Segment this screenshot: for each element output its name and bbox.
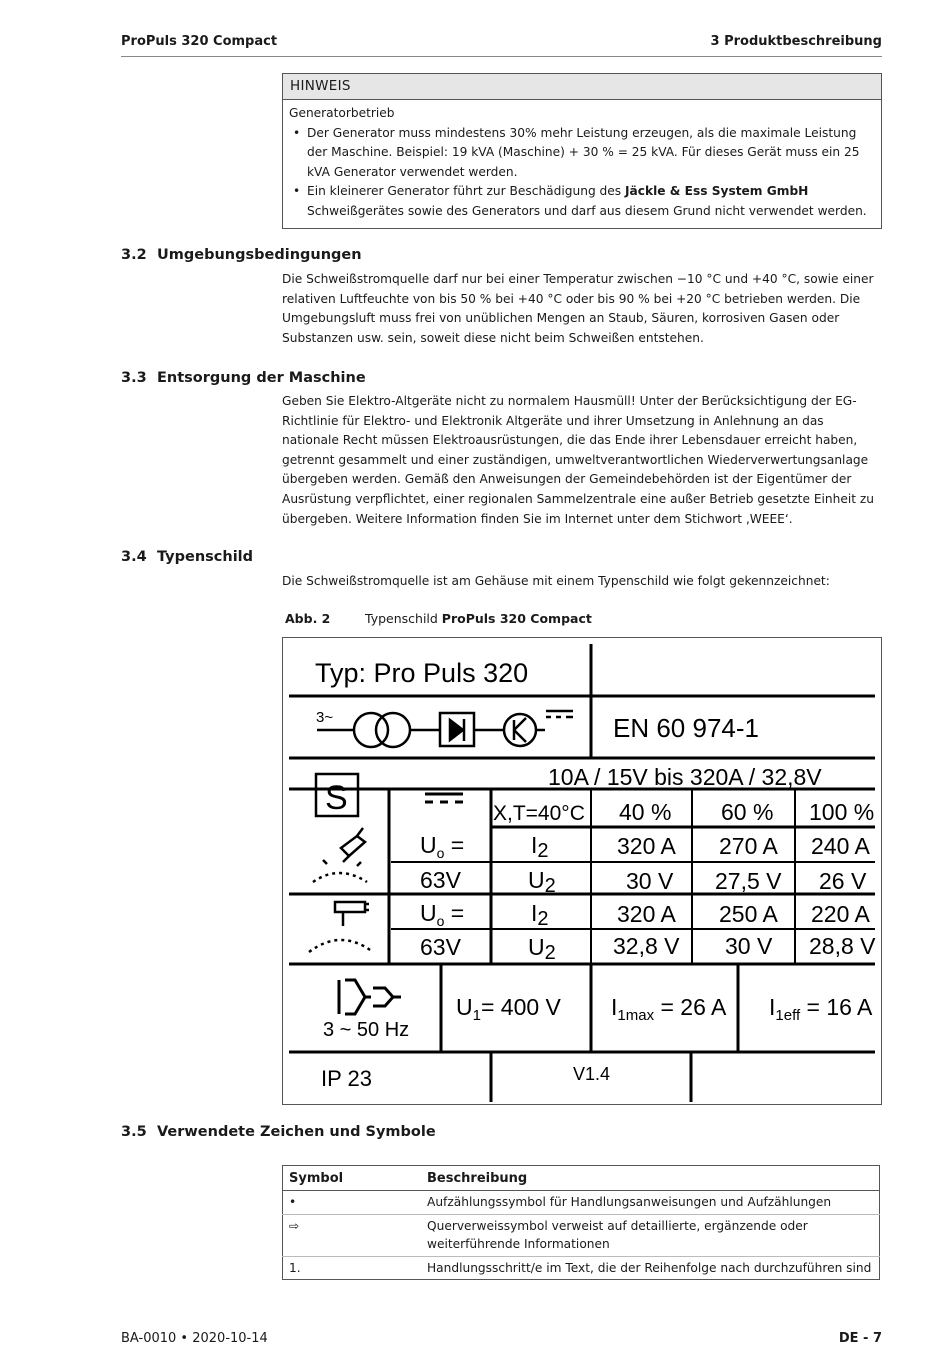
bullet-symbol: • xyxy=(283,1191,422,1215)
type-plate-drawing xyxy=(283,638,881,1104)
effective-supply-current: $I_{1eff} = 16$ A xyxy=(769,994,873,1024)
arrow-right-icon: ⇨ xyxy=(283,1214,422,1256)
page-footer xyxy=(121,1331,882,1346)
section-heading-3-4: 3.4 Typenschild xyxy=(121,549,254,565)
notice-title: HINWEIS xyxy=(283,74,881,100)
step-number-symbol: 1. xyxy=(289,1260,301,1275)
dc-icon xyxy=(425,794,463,802)
supply-voltage: $U_1= 400$ V xyxy=(456,994,561,1024)
ip-rating: IP 23 xyxy=(321,1066,372,1091)
type-plate xyxy=(282,637,882,1105)
section-text-3-2: Die Schweißstromquelle darf nur bei einer Temperatur zwischen −10 °C und +40 °C, sowie einer relativen Luftfeuchte von bis 50 % bei +40 °C oder bis 90 % bei +20 °C betrieben werden. Die Umgebungsluft muss frei von unüblichen Mengen an Staub, Säuren, korrosiven Gasen oder Substanzen usw. sein, soweit diese nicht beim Schweißen entstehen. xyxy=(282,272,874,345)
page-header xyxy=(121,34,882,57)
header-product: ProPuls 320 Compact xyxy=(121,34,278,49)
mig-u0-value: 63V xyxy=(420,867,461,893)
mma-voltage-40: 32,8 V xyxy=(613,933,680,959)
max-supply-current: $I_{1max} = 26$ A xyxy=(611,994,727,1024)
mma-voltage-60: 30 V xyxy=(725,933,773,959)
duty-60: 60 % xyxy=(721,799,774,825)
mig-current-40: 320 A xyxy=(617,833,676,859)
plate-standard: EN 60 974-1 xyxy=(613,713,759,743)
mma-u0: $U_o$ = xyxy=(420,900,465,929)
mma-u2-label: U2 xyxy=(528,934,556,964)
section-heading-3-5: 3.5 Verwendete Zeichen und Symbole xyxy=(121,1124,436,1140)
page-number: DE - 7 xyxy=(838,1331,882,1346)
mig-u2-label: U2 xyxy=(528,867,556,897)
mig-torch-icon xyxy=(313,828,367,882)
section-text-3-3: Geben Sie Elektro-Altgeräte nicht zu normalem Hausmüll! Unter der Berücksichtigung der EG-Richtlinie für Elektro- und Elektronik Altgeräte und ihrer Umsetzung in Anlehnung an das nationale Recht müssen Elektroausrüstungen, die das Ende ihrer Lebensdauer erreicht haben, getrennt gesammelt und einer zuständigen, umweltverantwortlichen Wiederverwertungsanlage übergeben werden. Gemäß den Anweisungen der Gemeindebehörden ist der Eigentümer der Ausrüstung verpflichtet, einer regionalen Sammelzentrale eine außer Betrieb gesetzte Einheit zu übergeben. Weitere Information finden Sie im Internet unter dem Stichwort ‚WEEE‘. xyxy=(282,394,875,526)
mig-i2-label: I2 xyxy=(531,832,549,862)
document-id-date: BA-0010 • 2020-10-14 xyxy=(121,1331,268,1346)
section-heading-3-3: 3.3 Entsorgung der Maschine xyxy=(121,370,366,386)
mig-current-100: 240 A xyxy=(811,833,870,859)
company-name: Jäckle & Ess System GmbH xyxy=(625,184,809,198)
mig-voltage-100: 26 V xyxy=(819,868,867,894)
col-symbol: Symbol xyxy=(283,1166,422,1191)
mma-current-40: 320 A xyxy=(617,901,676,927)
symbol-description: Aufzählungssymbol für Handlungsanweisungen und Aufzählungen xyxy=(421,1191,880,1215)
notice-box xyxy=(282,73,882,229)
mig-current-60: 270 A xyxy=(719,833,778,859)
plate-version: V1.4 xyxy=(573,1064,611,1084)
mma-voltage-100: 28,8 V xyxy=(809,933,876,959)
transformer-rectifier-icon xyxy=(317,711,573,747)
mma-current-60: 250 A xyxy=(719,901,778,927)
mig-u0: $U_o$ = xyxy=(420,832,465,861)
notice-bullet-1: • Der Generator muss mindestens 30% mehr Leistung erzeugen, als die maximale Leistung der Maschine. Beispiel: 19 kVA (Maschine) + 30 % = 25 kVA. Für dieses Gerät muss ein 25 kVA Generator verwendet werden. xyxy=(289,124,873,183)
symbol-description: Handlungsschritt/e im Text, die der Reihenfolge nach durchzuführen sind xyxy=(427,1260,872,1275)
header-chapter: 3 Produktbeschreibung xyxy=(710,34,882,49)
duty-40: 40 % xyxy=(619,799,672,825)
output-range: 10A / 15V bis 320A / 32,8V xyxy=(548,764,822,790)
mma-i2-label: I2 xyxy=(531,900,549,930)
symbol-description: Querverweissymbol verweist auf detaillierte, ergänzende oder weiterführende Informationen xyxy=(421,1214,880,1256)
table-row xyxy=(283,1214,880,1256)
mains-plug-icon xyxy=(339,980,401,1014)
s-mark: S xyxy=(325,779,348,817)
electrode-holder-icon xyxy=(309,902,373,952)
duty-temp: X,T=40°C xyxy=(493,802,585,825)
mig-voltage-60: 27,5 V xyxy=(715,868,782,894)
mma-u0-value: 63V xyxy=(420,934,461,960)
table-header-row xyxy=(283,1166,880,1191)
table-row xyxy=(283,1191,880,1215)
duty-100: 100 % xyxy=(809,799,875,825)
mig-voltage-40: 30 V xyxy=(626,868,674,894)
section-heading-3-2: 3.2 Umgebungsbedingungen xyxy=(121,247,362,263)
col-description: Beschreibung xyxy=(421,1166,880,1191)
notice-bullet-2: • Ein kleinerer Generator führt zur Beschädigung des Jäckle & Ess System GmbH Schweißgerätes sowie des Generators und darf aus diesem Grund nicht verwendet werden. xyxy=(289,182,873,221)
symbols-table xyxy=(282,1165,880,1280)
table-row xyxy=(283,1256,880,1280)
section-text-3-4: Die Schweißstromquelle ist am Gehäuse mit einem Typenschild wie folgt gekennzeichnet: xyxy=(282,574,830,588)
supply-frequency: 3 ~ 50 Hz xyxy=(323,1019,410,1041)
notice-subtitle: Generatorbetrieb xyxy=(289,106,395,120)
figure-caption: Abb. 2 Typenschild ProPuls 320 Compact xyxy=(285,611,592,626)
mma-current-100: 220 A xyxy=(811,901,870,927)
plate-type: Typ: Pro Puls 320 xyxy=(315,658,529,688)
phase-label: 3~ xyxy=(316,709,334,726)
